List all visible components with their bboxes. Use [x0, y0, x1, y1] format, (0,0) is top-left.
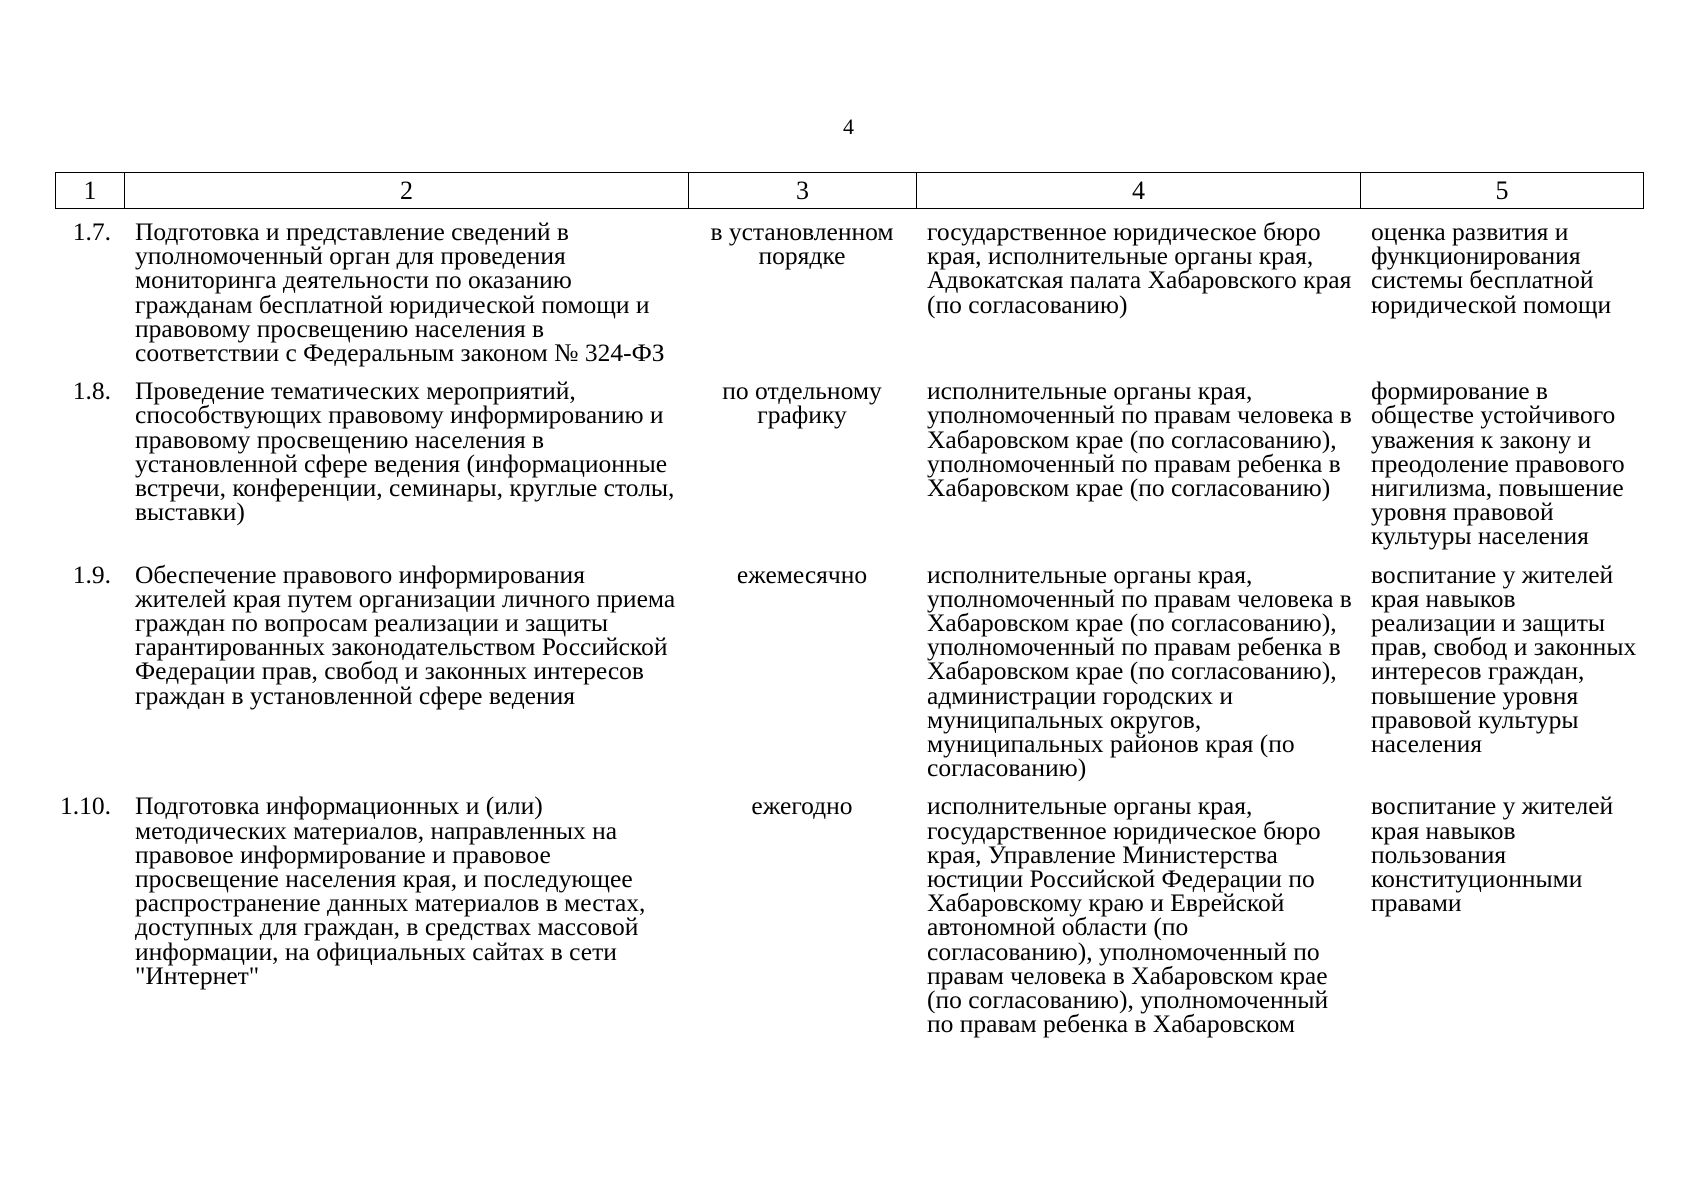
- row-number: 1.7.: [72, 217, 111, 246]
- measures-table: [55, 217, 1643, 1039]
- row-number: 1.8.: [72, 376, 111, 406]
- row-number: 1.10.: [60, 791, 111, 821]
- table-header: [55, 172, 1644, 209]
- header-col-3: 3: [689, 173, 917, 209]
- measure-name: Подготовка информационных и (или) методических материалов, направленных на правовое информирование и правовое просвещение населения края, и последующее распространение данных материалов в местах, доступных для граждан, в средствах массовой информации, на официальных сайтах в сети "Интернет": [135, 791, 646, 990]
- measure-executors: исполнительные органы края, уполномоченный по правам человека в Хабаровском крае (по согласованию), уполномоченный по правам ребенка в Хабаровском крае (по согласованию), администрации городских и муниципальных округов, муниципальных районов края (по согласованию): [927, 559, 1352, 783]
- measure-name: Обеспечение правового информирования жителей края путем организации личного приема граждан по вопросам реализации и защиты гарантированных законодательством Российской Федерации прав, свобод и законных интересов граждан в установленной сфере ведения: [135, 559, 676, 710]
- measure-term: ежегодно: [751, 791, 853, 821]
- measure-executors: государственное юридическое бюро края, исполнительные органы края, Адвокатская палата Хабаровского края (по согласованию): [927, 217, 1352, 319]
- measure-executors: исполнительные органы края, уполномоченный по правам человека в Хабаровском крае (по согласованию), уполномоченный по правам ребенка в Хабаровском крае (по согласованию): [927, 376, 1352, 503]
- row-number: 1.9.: [72, 559, 111, 589]
- header-row: [56, 173, 1644, 209]
- header-col-2: 2: [125, 173, 689, 209]
- measure-executors: исполнительные органы края, государственное юридическое бюро края, Управление Министерства юстиции Российской Федерации по Хабаровскому краю и Еврейской автономной области (по согласованию), уполномоченный по правам человека в Хабаровском крае (по согласованию), уполномоченный по правам ребенка в Хабаровском: [927, 791, 1329, 1039]
- measure-result: формирование в обществе устойчивого уважения к закону и преодоление правового нигилизма, повышение уровня правовой культуры населения: [1371, 376, 1625, 551]
- table-row: [55, 794, 1643, 1036]
- measure-term: по отдельному графику: [722, 376, 882, 430]
- measure-result: воспитание у жителей края навыков пользования конституционными правами: [1371, 791, 1614, 918]
- header-col-1: 1: [56, 173, 125, 209]
- header-col-5: 5: [1361, 173, 1644, 209]
- table-row: [55, 563, 1643, 795]
- measure-name: Проведение тематических мероприятий, способствующих правовому информированию и правовому просвещению населения в установленной сфере ведения (информационные встречи, конференции, семинары, круглые столы, выставки): [135, 376, 675, 527]
- table-row: [55, 220, 1643, 379]
- page-number: 4: [843, 114, 854, 139]
- header-col-4: 4: [917, 173, 1361, 209]
- measure-term: в установленном порядке: [710, 217, 894, 271]
- measure-result: оценка развития и функционирования системы бесплатной юридической помощи: [1371, 217, 1612, 319]
- table-row: [55, 379, 1643, 562]
- measure-result: воспитание у жителей края навыков реализации и защиты прав, свобод и законных интересов граждан, повышение уровня правовой культуры населения: [1371, 559, 1637, 759]
- measure-term: ежемесячно: [736, 559, 868, 589]
- measure-name: Подготовка и представление сведений в уполномоченный орган для проведения мониторинга деятельности по оказанию гражданам бесплатной юридической помощи и правовому просвещению населения в соответствии с Федеральным законом № 324-ФЗ: [135, 217, 665, 368]
